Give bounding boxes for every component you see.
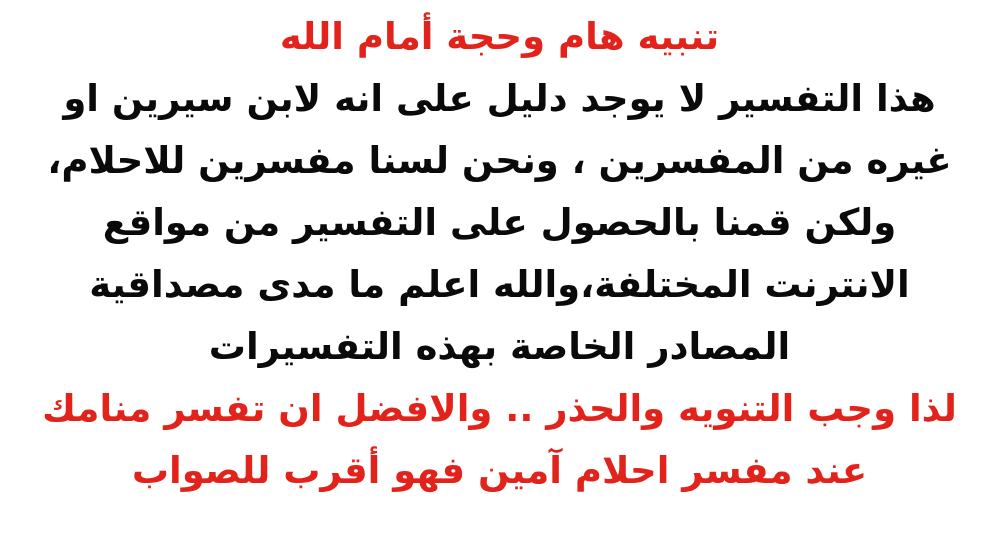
body-line-2: غيره من المفسرين ، ونحن لسنا مفسرين للاحلام، <box>47 139 952 182</box>
body-line-3: ولكن قمنا بالحصول على التفسير من مواقع <box>102 201 897 244</box>
body-line-5: المصادر الخاصة بهذه التفسيرات <box>208 325 791 368</box>
warning-line-1: لذا وجب التنويه والحذر .. والافضل ان تفسر منامك <box>42 387 957 430</box>
notice-title: تنبيه هام وحجة أمام الله <box>279 15 720 58</box>
body-line-4: الانترنت المختلفة،والله اعلم ما مدى مصداقية <box>89 263 910 306</box>
body-line-1: هذا التفسير لا يوجد دليل على انه لابن سيرين او <box>63 77 936 120</box>
warning-line-2: عند مفسر احلام آمين فهو أقرب للصواب <box>131 449 868 492</box>
